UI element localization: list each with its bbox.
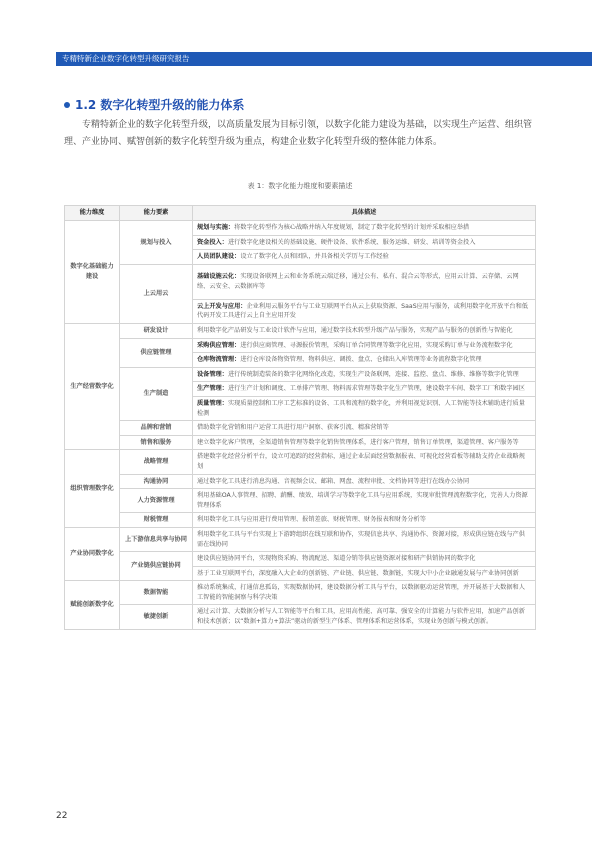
table-row bbox=[65, 435, 536, 450]
description-cell bbox=[193, 435, 536, 450]
element-cell: 上云用云 bbox=[120, 264, 193, 323]
description-term: 仓库物流管理： bbox=[197, 356, 241, 364]
element-cell: 上下游信息共享与协同 bbox=[120, 527, 193, 551]
element-cell: 人力资源管理 bbox=[120, 489, 193, 513]
header-band bbox=[56, 52, 592, 66]
description-text: 建设供应链协同平台，实现物资采购、物流配送、渠道分销等供应链资源对接和研产供销协同的数字化 bbox=[197, 555, 476, 563]
header-title: 专精特新企业数字化转型升级研究报告 bbox=[62, 54, 190, 63]
table-row bbox=[65, 513, 536, 528]
element-cell: 销售和服务 bbox=[120, 435, 193, 450]
table-row bbox=[65, 421, 536, 436]
intro-paragraph: 专精特新企业的数字化转型升级，以高质量发展为目标引领，以数字化能力建设为基础，以实现生产运营、组织管理、产业协同、赋智创新的数字化转型升级为重点，构建企业数字化转型升级的整体能力体系。 bbox=[64, 120, 533, 147]
table-row bbox=[65, 474, 536, 489]
description-term: 规划与实施： bbox=[197, 224, 235, 231]
header-dimension: 能力维度 bbox=[65, 206, 120, 221]
description-cell bbox=[193, 489, 536, 513]
table-row bbox=[65, 450, 536, 474]
dimension-cell: 赋能创新数字化 bbox=[65, 581, 120, 629]
description-cell bbox=[193, 552, 536, 567]
element-cell: 产业链供应链协同 bbox=[120, 552, 193, 581]
header-element: 能力要素 bbox=[120, 206, 193, 221]
dimension-cell: 产业协同数字化 bbox=[65, 527, 120, 580]
description-cell bbox=[193, 367, 536, 382]
description-text: 企业利用云服务平台与工业互联网平台从云上获取资源、SaaS应用与服务，或利用数字化开放平台和低代码开发工具进行云上自主应用开发 bbox=[197, 302, 528, 320]
dimension-cell: 生产经营数字化 bbox=[65, 324, 120, 450]
description-text: 基于工业互联网平台，深度融入大企业的创新链、产业链、供应链、数据链，实现大中小企业融通发展与产业协同创新 bbox=[197, 569, 519, 577]
section-title bbox=[64, 96, 244, 113]
element-cell: 研发设计 bbox=[120, 324, 193, 339]
page-number: 22 bbox=[56, 811, 68, 821]
header-description: 具体描述 bbox=[193, 206, 536, 221]
description-text: 通过云计算、大数据分析与人工智能等平台和工具，应用高性能、高可靠、强安全的计算能力与软件应用，加速产品创新和技术创新；以“数据+算力+算法”驱动的新型生产体系、管理体系和运营体系，实现业务创新与模式创新。 bbox=[197, 608, 525, 626]
description-term: 基础设施云化： bbox=[197, 273, 241, 281]
table-row bbox=[65, 221, 536, 236]
table-caption: 表 1：数字化能力维度和要素描述 bbox=[247, 182, 353, 190]
description-text: 建立数字化客户管理，全渠道销售管理等数字化销售管理体系，进行客户管理，销售订单管理，渠道管理、客户服务等 bbox=[197, 438, 519, 446]
element-cell: 财税管理 bbox=[120, 513, 193, 528]
description-text: 搭建数字化经营分析平台，设立可追踪的经营指标，通过企业层面经营数据报表、可视化经营看板等辅助支持企业战略规划 bbox=[197, 453, 525, 470]
description-cell bbox=[193, 250, 536, 265]
description-cell bbox=[193, 396, 536, 420]
bullet-dot-icon bbox=[64, 102, 70, 108]
description-cell bbox=[193, 474, 536, 489]
description-cell bbox=[193, 264, 536, 299]
table-row bbox=[65, 367, 536, 382]
description-cell bbox=[193, 605, 536, 629]
description-cell bbox=[193, 221, 536, 236]
element-cell: 生产制造 bbox=[120, 367, 193, 420]
dimension-cell: 组织管理数字化 bbox=[65, 450, 120, 528]
description-cell bbox=[193, 566, 536, 581]
description-text: 进行生产计划和调度、工单排产管理、物料需求管理等数字化生产管理，建设数字车间、数字工厂和数字园区 bbox=[227, 385, 525, 393]
element-cell: 品牌和营销 bbox=[120, 421, 193, 436]
description-term: 生产管理： bbox=[197, 385, 228, 393]
table-row bbox=[65, 489, 536, 513]
description-text: 进行数字化建设相关的基础设施、硬件设备、软件系统、服务运维、研发、培训等资金投入 bbox=[227, 238, 476, 246]
description-cell bbox=[193, 421, 536, 436]
description-text: 进行仓库设备物资管理、物料供应、调拨、盘点、仓储出入库管理等业务流程数字化管理 bbox=[240, 356, 482, 364]
description-cell bbox=[193, 513, 536, 528]
description-term: 质量管理： bbox=[197, 399, 228, 407]
description-text: 实现设备联网上云和业务系统云端迁移，通过公有、私有、混合云等形式，应用云计算、云存储、云网络、云安全、云数据库等 bbox=[197, 273, 519, 290]
element-cell: 敏捷创新 bbox=[120, 605, 193, 629]
table-row bbox=[65, 581, 536, 605]
element-cell: 战略管理 bbox=[120, 450, 193, 474]
element-cell: 数据智能 bbox=[120, 581, 193, 605]
table-row bbox=[65, 527, 536, 551]
dimension-cell: 数字化基础能力建设 bbox=[65, 221, 120, 324]
element-cell: 规划与投入 bbox=[120, 221, 193, 265]
description-term: 人员团队建设： bbox=[197, 253, 241, 261]
table-row bbox=[65, 552, 536, 567]
description-term: 采购供应管理： bbox=[197, 341, 241, 349]
description-text: 实现质量控制和工序工艺标准的设备、工具和流程的数字化，并利用视觉识别、人工智能等技术辅助进行质量检测 bbox=[197, 399, 525, 417]
table-row bbox=[65, 324, 536, 339]
description-text: 设立了数字化人员和团队，并具备相关学历与工作经验 bbox=[240, 253, 389, 261]
table-row bbox=[65, 338, 536, 353]
description-cell bbox=[193, 324, 536, 339]
description-text: 利用基础OA人事管理、招聘、薪酬、绩效、培训学习等数字化工具与应用系统，实现审批管理流程数字化，完善人力资源管理体系 bbox=[197, 492, 528, 509]
description-term: 资金投入： bbox=[197, 238, 228, 246]
section-title-text: 1.2 数字化转型升级的能力体系 bbox=[75, 98, 245, 112]
description-cell bbox=[193, 382, 536, 397]
description-text: 推动系统集成，打通信息孤岛，实现数据协同，建设数据分析工具与平台，以数据驱动运营管理，并开展基于大数据和人工智能的智能洞察与科学决策 bbox=[197, 584, 525, 601]
description-cell bbox=[193, 235, 536, 250]
description-text: 利用数字化工具与平台实现上下游跨组织在线互联和协作，实现信息共享、沟通协作、资源对接，形成供应链在线与产供需在线协同 bbox=[197, 530, 525, 548]
table-row bbox=[65, 605, 536, 629]
description-cell bbox=[193, 353, 536, 368]
description-cell bbox=[193, 338, 536, 353]
description-text: 利用数字化产品研发与工业设计软件与应用，通过数字技术转型升级产品与服务，实现产品与服务的创新性与智能化 bbox=[197, 327, 513, 334]
element-cell: 沟通协同 bbox=[120, 474, 193, 489]
description-text: 通过数字化工具进行消息沟通、音视频会议、邮箱、网盘、流程审批、文档协同等进行在线办公协同 bbox=[197, 477, 470, 485]
description-term: 设备管理： bbox=[197, 370, 228, 378]
description-text: 将数字化转型作为核心战略并纳入年度规划，制定了数字化转型的计划并采取相应举措 bbox=[234, 224, 470, 231]
description-cell bbox=[193, 581, 536, 605]
description-term: 云上开发与应用： bbox=[197, 302, 247, 310]
element-cell: 供应链管理 bbox=[120, 338, 193, 367]
description-text: 借助数字化营销和用户运营工具进行用户洞察、获客引流、精准营销等 bbox=[197, 424, 389, 432]
table-header-row bbox=[65, 206, 536, 221]
description-cell bbox=[193, 450, 536, 474]
description-cell bbox=[193, 527, 536, 551]
description-cell bbox=[193, 299, 536, 323]
description-text: 利用数字化工具与应用进行费用管理、报销差旅、财税管理、财务报表和财务分析等 bbox=[197, 516, 426, 524]
capability-table bbox=[64, 205, 536, 630]
table-row bbox=[65, 264, 536, 299]
description-text: 进行供应商管理、寻源报价管理，采购订单合同管理等数字化应用，实现采购订单与业务流程数字化 bbox=[240, 341, 513, 349]
description-text: 进行传统制造装备的数字化网络化改造，实现生产设备联网，连接、监控、盘点、维修、维修等数字化管理 bbox=[227, 370, 519, 378]
